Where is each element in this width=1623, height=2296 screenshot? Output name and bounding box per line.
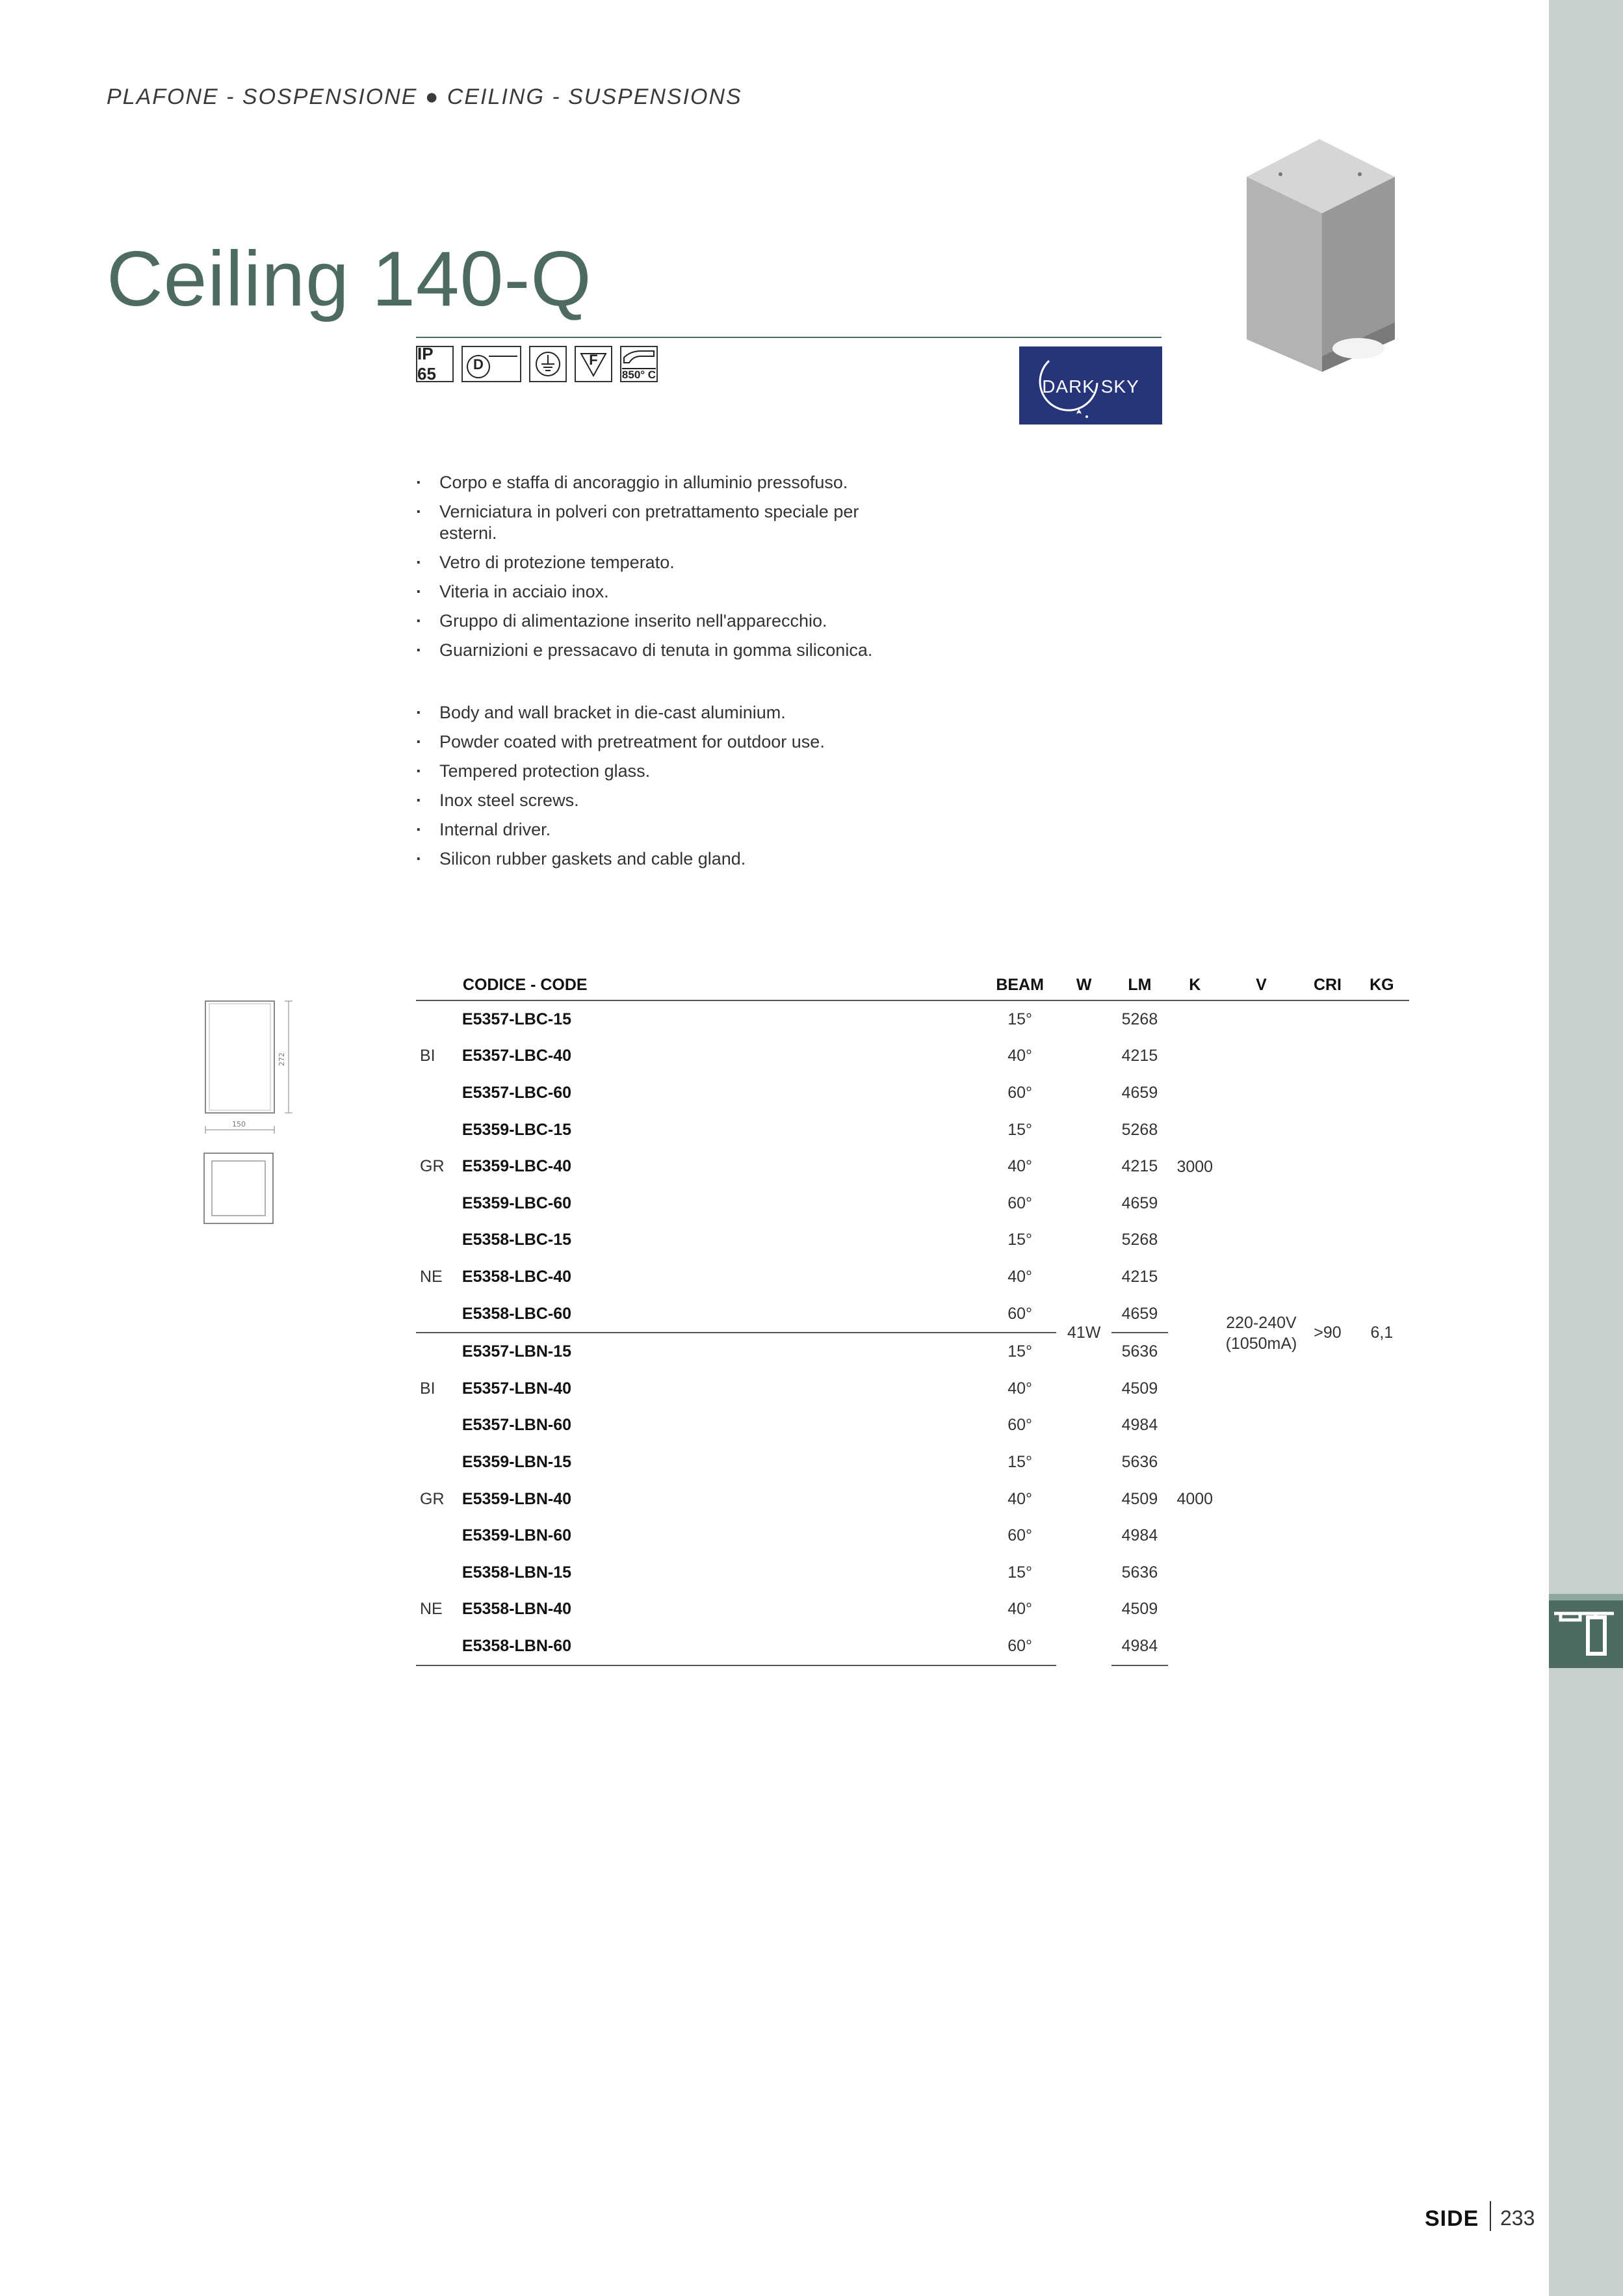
finish-cell: BI: [420, 1047, 435, 1065]
table-row: [416, 1000, 1409, 1038]
feature-it-item: · Verniciatura in polveri con pretrattamento speciale per esterni.: [416, 501, 910, 544]
code-cell: E5357-LBC-15: [461, 1010, 572, 1028]
class-d-label: D: [473, 356, 484, 372]
feature-en-item: · Inox steel screws.: [416, 790, 910, 811]
footer-divider: [1490, 2201, 1491, 2231]
beam-cell: 40°: [1007, 1157, 1033, 1176]
feature-it-item: · Viteria in acciaio inox.: [416, 581, 910, 603]
code-header: CODICE - CODE: [462, 970, 983, 1000]
feature-en-item: · Internal driver.: [416, 819, 910, 841]
beam-cell: 15°: [1007, 1231, 1033, 1249]
finish-cell: NE: [420, 1267, 443, 1286]
beam-cell: 40°: [1007, 1379, 1033, 1398]
beam-cell: 60°: [1007, 1083, 1033, 1102]
footer-brand: SIDE: [1425, 2206, 1479, 2231]
code-cell: E5357-LBN-60: [461, 1416, 572, 1435]
voltage-line-2: (1050mA): [1225, 1334, 1297, 1353]
finish-cell: [416, 1554, 462, 1591]
title-divider: [416, 337, 1162, 338]
lumen-cell: 4215: [1121, 1047, 1158, 1065]
beam-cell: 60°: [1007, 1304, 1033, 1323]
code-cell: E5358-LBC-40: [461, 1267, 572, 1286]
lumen-cell: 4984: [1111, 1628, 1168, 1665]
beam-header: BEAM: [983, 970, 1057, 1000]
finish-cell: [416, 1296, 462, 1333]
code-cell: E5358-LBN-15: [461, 1563, 572, 1582]
page-number: 233: [1500, 2206, 1535, 2230]
lumen-cell: 4984: [1121, 1526, 1158, 1545]
feature-it-item: · Corpo e staffa di ancoraggio in alluminio pressofuso.: [416, 472, 910, 493]
lumen-cell: 4509: [1121, 1489, 1158, 1508]
code-cell: E5357-LBN-40: [461, 1379, 572, 1398]
k-header: K: [1168, 970, 1222, 1000]
code-cell: E5357-LBN-15: [462, 1333, 983, 1370]
lumen-cell: 5636: [1121, 1563, 1158, 1582]
section-tab-accent: [1549, 1594, 1623, 1600]
cri-header: CRI: [1301, 970, 1355, 1000]
beam-cell: 60°: [983, 1628, 1057, 1665]
code-cell: E5359-LBC-40: [461, 1157, 572, 1176]
finish-cell: GR: [420, 1157, 445, 1176]
finish-cell: [416, 1517, 462, 1554]
dark-sky-label: DARK SKY: [1042, 376, 1139, 397]
lumen-cell: 4215: [1121, 1267, 1158, 1286]
code-cell: E5359-LBN-40: [461, 1489, 572, 1508]
beam-cell: 60°: [1007, 1526, 1033, 1545]
lumen-cell: 4659: [1121, 1083, 1158, 1102]
ip65-icon: [416, 346, 454, 382]
earth-icon: [529, 346, 567, 382]
beam-cell: 40°: [1007, 1489, 1033, 1508]
feature-it-item: · Gruppo di alimentazione inserito nell'apparecchio.: [416, 610, 910, 632]
lumen-cell: 4509: [1121, 1600, 1158, 1619]
finish-cell: [416, 1628, 462, 1665]
voltage-cell: [1222, 1000, 1301, 1665]
lumen-cell: 4984: [1121, 1416, 1158, 1435]
feature-en-item: · Powder coated with pretreatment for outdoor use.: [416, 731, 910, 753]
dark-sky-badge: [1019, 346, 1162, 424]
product-code-table: [416, 970, 1409, 1666]
product-title: Ceiling 140-Q: [107, 235, 592, 322]
beam-cell: 60°: [1007, 1416, 1033, 1435]
weight-cell: 6,1: [1370, 1324, 1394, 1342]
beam-cell: 15°: [1007, 1120, 1033, 1139]
lumen-cell: 5268: [1121, 1120, 1158, 1139]
cct-cell: 4000: [1176, 1489, 1214, 1508]
v-header: V: [1222, 970, 1301, 1000]
lumen-cell: 4659: [1121, 1194, 1158, 1212]
lumen-cell: 4659: [1121, 1304, 1158, 1323]
feature-en-item: · Silicon rubber gaskets and cable gland.: [416, 848, 910, 870]
beam-cell: 40°: [1007, 1047, 1033, 1065]
section-sidebar: [1549, 0, 1623, 2296]
beam-cell: 60°: [1007, 1194, 1033, 1212]
finish-cell: [416, 1444, 462, 1481]
beam-cell: 15°: [983, 1333, 1057, 1370]
code-cell: E5357-LBC-40: [461, 1047, 572, 1065]
finish-cell: [416, 1333, 462, 1370]
f-mark-icon: [575, 346, 612, 382]
lumen-cell: 4215: [1121, 1157, 1158, 1176]
earth-symbol-icon: [530, 347, 565, 381]
table-header-row: [416, 970, 1409, 1000]
code-cell: E5359-LBC-15: [461, 1120, 572, 1139]
glow-wire-label: 850° C: [621, 369, 656, 381]
certification-icons: [416, 346, 658, 386]
category-heading: PLAFONE - SOSPENSIONE ● CEILING - SUSPENSIONS: [107, 85, 742, 109]
cri-cell: >90: [1314, 1324, 1342, 1342]
code-cell: E5359-LBC-60: [461, 1194, 572, 1212]
finish-cell: [416, 1000, 462, 1038]
finish-header: [416, 970, 462, 1000]
class-d-shape-icon: [463, 347, 517, 381]
ceiling-suspension-icon: [1549, 1594, 1623, 1668]
finish-cell: [416, 1222, 462, 1259]
beam-cell: 15°: [1007, 1010, 1033, 1028]
features-italian: [416, 472, 910, 669]
w-header: W: [1056, 970, 1111, 1000]
finish-cell: NE: [420, 1600, 443, 1619]
height-dimension-label: 272: [278, 1052, 286, 1066]
feature-it-item: · Guarnizioni e pressacavo di tenuta in gomma siliconica.: [416, 640, 910, 661]
beam-cell: 15°: [1007, 1563, 1033, 1582]
feature-en-item: · Tempered protection glass.: [416, 761, 910, 782]
code-cell: E5358-LBN-60: [462, 1628, 983, 1665]
finish-cell: [416, 1407, 462, 1444]
lumen-cell: 5636: [1111, 1333, 1168, 1370]
width-dimension-label: 150: [232, 1120, 246, 1128]
finish-cell: [416, 1185, 462, 1222]
code-cell: E5359-LBN-15: [461, 1452, 572, 1471]
technical-drawing: [195, 995, 312, 1229]
kg-header: KG: [1355, 970, 1409, 1000]
beam-cell: 40°: [1007, 1600, 1033, 1619]
code-cell: E5358-LBC-15: [461, 1231, 572, 1249]
code-cell: E5359-LBN-60: [461, 1526, 572, 1545]
cct-cell: 3000: [1176, 1157, 1214, 1176]
lumen-cell: 4509: [1121, 1379, 1158, 1398]
finish-cell: [416, 1075, 462, 1112]
power-cell: 41W: [1067, 1324, 1101, 1342]
lm-header: LM: [1111, 970, 1168, 1000]
beam-cell: 40°: [1007, 1267, 1033, 1286]
voltage-line-1: 220-240V: [1226, 1313, 1297, 1332]
lumen-cell: 5268: [1121, 1231, 1158, 1249]
feature-it-item: · Vetro di protezione temperato.: [416, 552, 910, 573]
feature-en-item: · Body and wall bracket in die-cast aluminium.: [416, 702, 910, 724]
finish-cell: GR: [420, 1489, 445, 1508]
section-tab[interactable]: [1549, 1594, 1623, 1668]
code-cell: E5358-LBC-60: [461, 1304, 572, 1323]
product-photo: [1241, 137, 1397, 377]
code-cell: E5357-LBC-60: [461, 1083, 572, 1102]
lumen-cell: 5268: [1121, 1010, 1158, 1028]
finish-cell: [416, 1112, 462, 1149]
f-mark-label: F: [589, 352, 598, 368]
lamp-shape-icon: [621, 348, 656, 368]
class-d-icon: [461, 346, 521, 382]
ip65-label: IP 65: [417, 344, 436, 384]
finish-cell: BI: [420, 1379, 435, 1398]
glow-wire-icon: [620, 346, 658, 382]
lumen-cell: 5636: [1121, 1452, 1158, 1471]
code-cell: E5358-LBN-40: [461, 1600, 572, 1619]
features-english: [416, 702, 910, 878]
beam-cell: 15°: [1007, 1452, 1033, 1471]
